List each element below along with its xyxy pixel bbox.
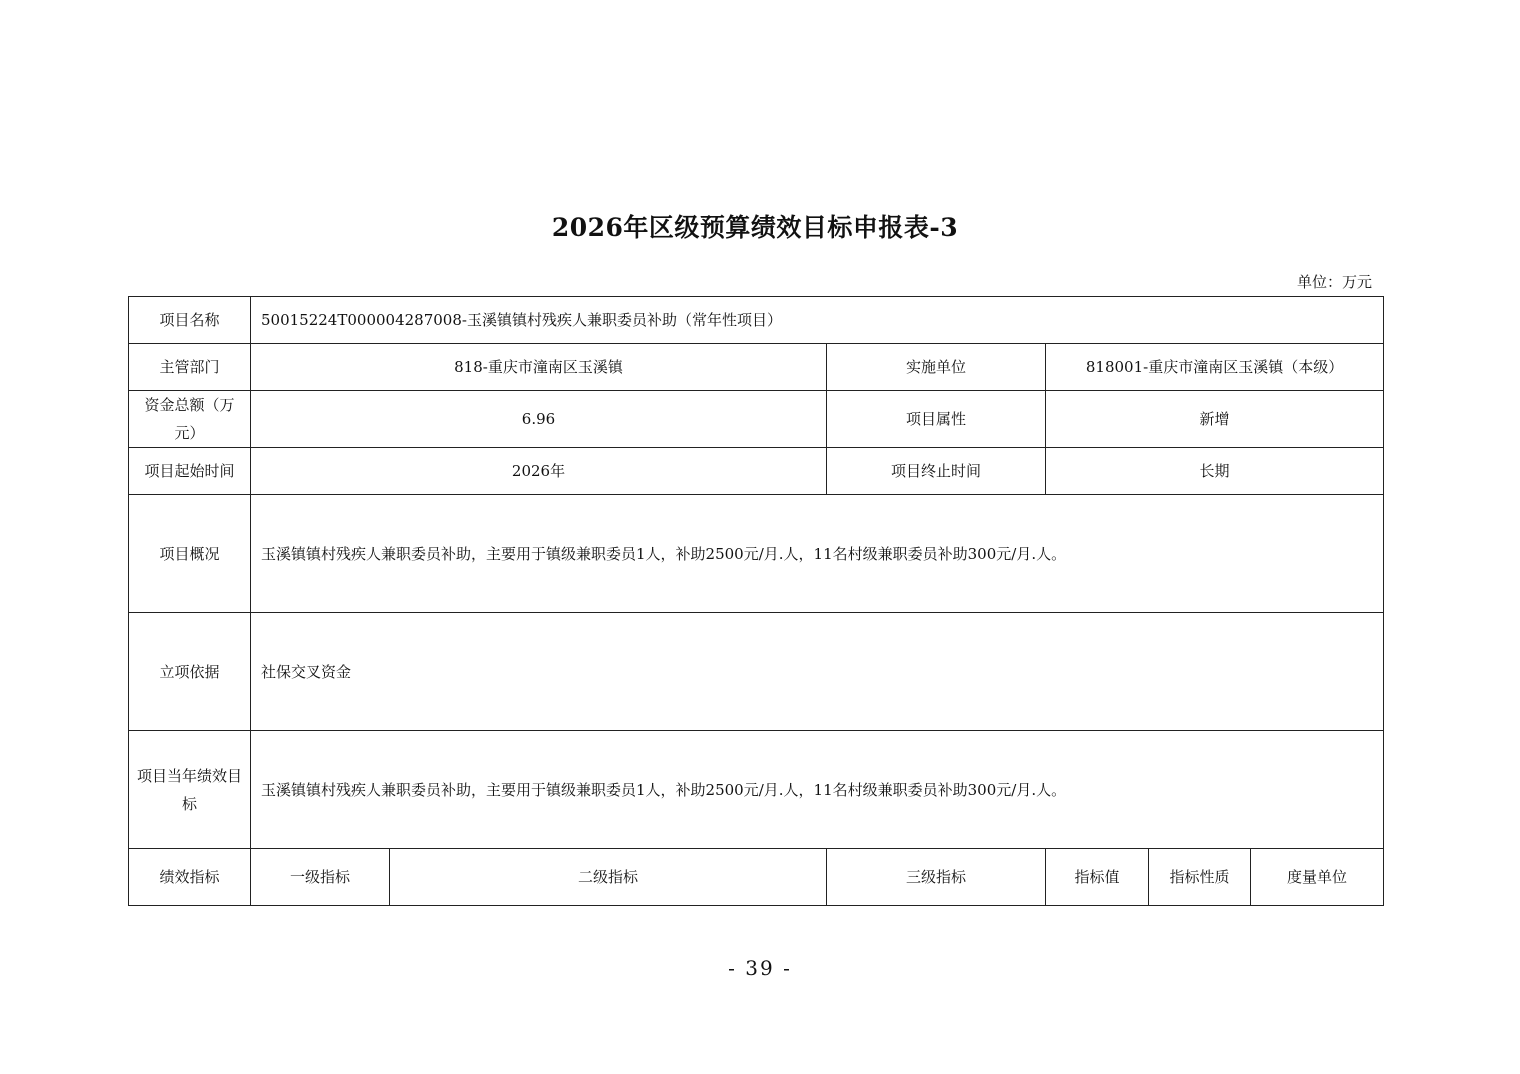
unit-label: 单位：万元 — [1296, 273, 1372, 291]
start-time-label: 项目起始时间 — [129, 448, 251, 495]
department-label: 主管部门 — [129, 344, 251, 391]
basis-value: 社保交叉资金 — [251, 613, 1384, 731]
page-title: 2026年区级预算绩效目标申报表-3 — [551, 213, 959, 242]
indicator-header: 度量单位 — [1251, 849, 1384, 906]
project-name-label: 项目名称 — [129, 297, 251, 344]
start-time-value: 2026年 — [251, 448, 827, 495]
implementer-label: 实施单位 — [827, 344, 1046, 391]
row-department — [129, 344, 1384, 391]
project-attribute-value: 新增 — [1046, 391, 1384, 448]
project-attribute-label: 项目属性 — [827, 391, 1046, 448]
end-time-value: 长期 — [1046, 448, 1384, 495]
indicators-label: 绩效指标 — [129, 849, 251, 906]
implementer-value: 818001-重庆市潼南区玉溪镇（本级） — [1046, 344, 1384, 391]
overview-value: 玉溪镇镇村残疾人兼职委员补助，主要用于镇级兼职委员1人，补助2500元/月.人，11名村级兼职委员补助300元/月.人。 — [251, 495, 1384, 613]
basis-label: 立项依据 — [129, 613, 251, 731]
row-indicators-header — [129, 849, 1384, 906]
overview-label: 项目概况 — [129, 495, 251, 613]
indicator-header: 一级指标 — [251, 849, 390, 906]
project-name-value: 50015224T000004287008-玉溪镇镇村残疾人兼职委员补助（常年性项目） — [251, 297, 1384, 344]
department-value: 818-重庆市潼南区玉溪镇 — [251, 344, 827, 391]
annual-goal-label: 项目当年绩效目标 — [129, 731, 251, 849]
row-funds — [129, 391, 1384, 448]
row-annual-goal — [129, 731, 1384, 849]
total-funds-value: 6.96 — [251, 391, 827, 448]
total-funds-label: 资金总额（万元） — [129, 391, 251, 448]
row-project-name — [129, 297, 1384, 344]
row-basis — [129, 613, 1384, 731]
indicator-header: 指标值 — [1046, 849, 1149, 906]
indicator-header: 二级指标 — [390, 849, 827, 906]
indicator-header: 指标性质 — [1149, 849, 1251, 906]
end-time-label: 项目终止时间 — [827, 448, 1046, 495]
row-overview — [129, 495, 1384, 613]
indicator-header: 三级指标 — [827, 849, 1046, 906]
row-time — [129, 448, 1384, 495]
page-number: - 39 - — [728, 956, 792, 980]
annual-goal-value: 玉溪镇镇村残疾人兼职委员补助，主要用于镇级兼职委员1人，补助2500元/月.人，11名村级兼职委员补助300元/月.人。 — [251, 731, 1384, 849]
budget-performance-form — [128, 296, 1384, 906]
